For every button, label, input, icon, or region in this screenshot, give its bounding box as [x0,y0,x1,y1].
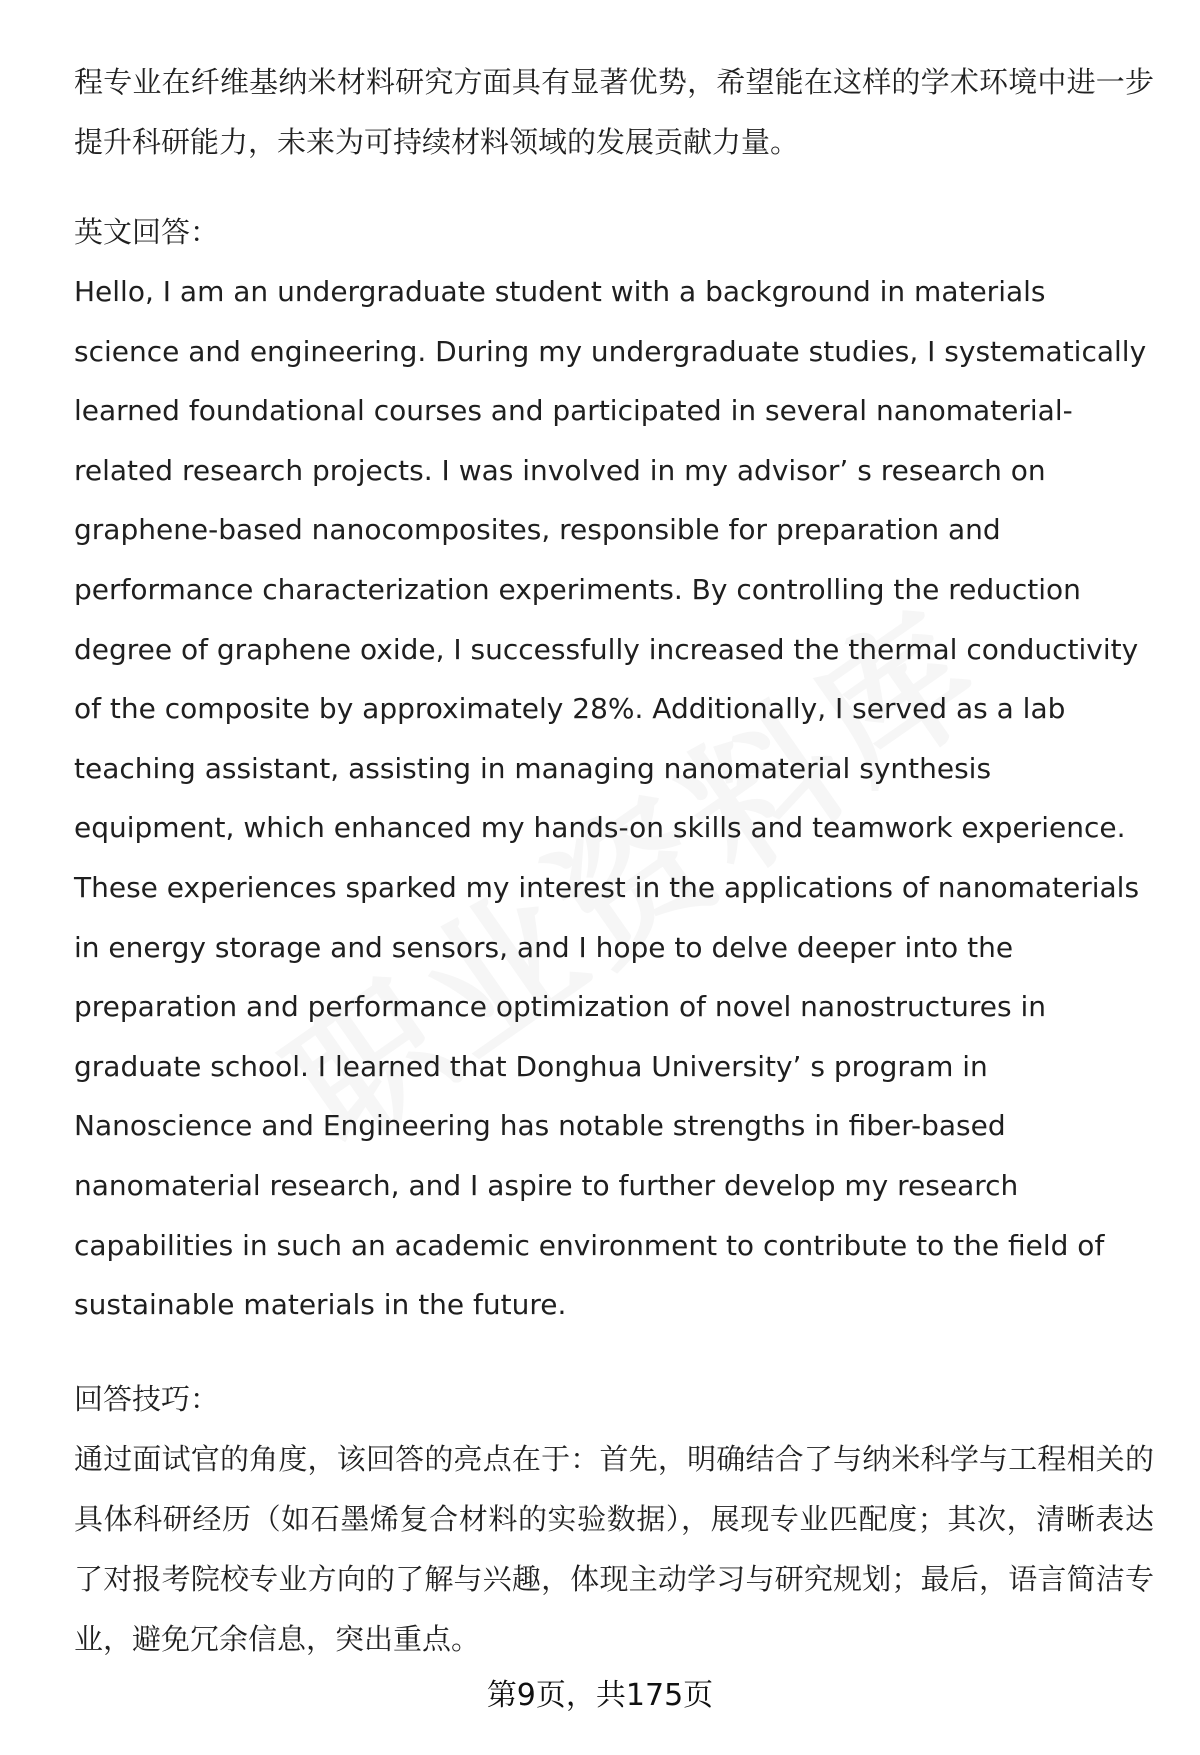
english-answer-paragraph: Hello, I am an undergraduate student with a background in materials science and engineering. During my undergraduate studies, I systematically learned foundational courses and participated in several nanomaterial-related research projects. I was involved in my advisor’ s research on graphene-based nanocomposites, responsible for preparation and performance characterization experiments. By controlling the reduction degree of graphene oxide, I successfully increased the thermal conductivity of the composite by approximately 28%. Additionally, I served as a lab teaching assistant, assisting in managing nanomaterial synthesis equipment, which enhanced my hands-on skills and teamwork experience. These experiences sparked my interest in the applications of nanomaterials in energy storage and sensors, and I hope to delve deeper into the preparation and performance optimization of novel nanostructures in graduate school. I learned that Donghua University’ s program in Nanoscience and Engineering has notable strengths in fiber-based nanomaterial research, and I aspire to further develop my research capabilities in such an academic environment to contribute to the field of sustainable materials in the future. [74,275,1147,1322]
tips-paragraph: 通过面试官的角度，该回答的亮点在于：首先，明确结合了与纳米科学与工程相关的具体科研经历（如石墨烯复合材料的实验数据），展现专业匹配度；其次，清晰表达了对报考院校专业方向的了解与兴趣，体现主动学习与研究规划；最后，语言简洁专业，避免冗余信息，突出重点。 [74,1441,1154,1656]
tips-label: 回答技巧： [74,1381,220,1416]
page-content [74,52,1154,1669]
english-answer-label: 英文回答： [74,215,220,249]
page-number-footer: 第9页，共175页 [486,1678,714,1713]
intro-continuation-paragraph: 程专业在纤维基纳米材料研究方面具有显著优势，希望能在这样的学术环境中进一步提升科研能力，未来为可持续材料领域的发展贡献力量。 [74,65,1154,159]
spacer [74,1335,1154,1369]
spacer [74,172,1154,202]
